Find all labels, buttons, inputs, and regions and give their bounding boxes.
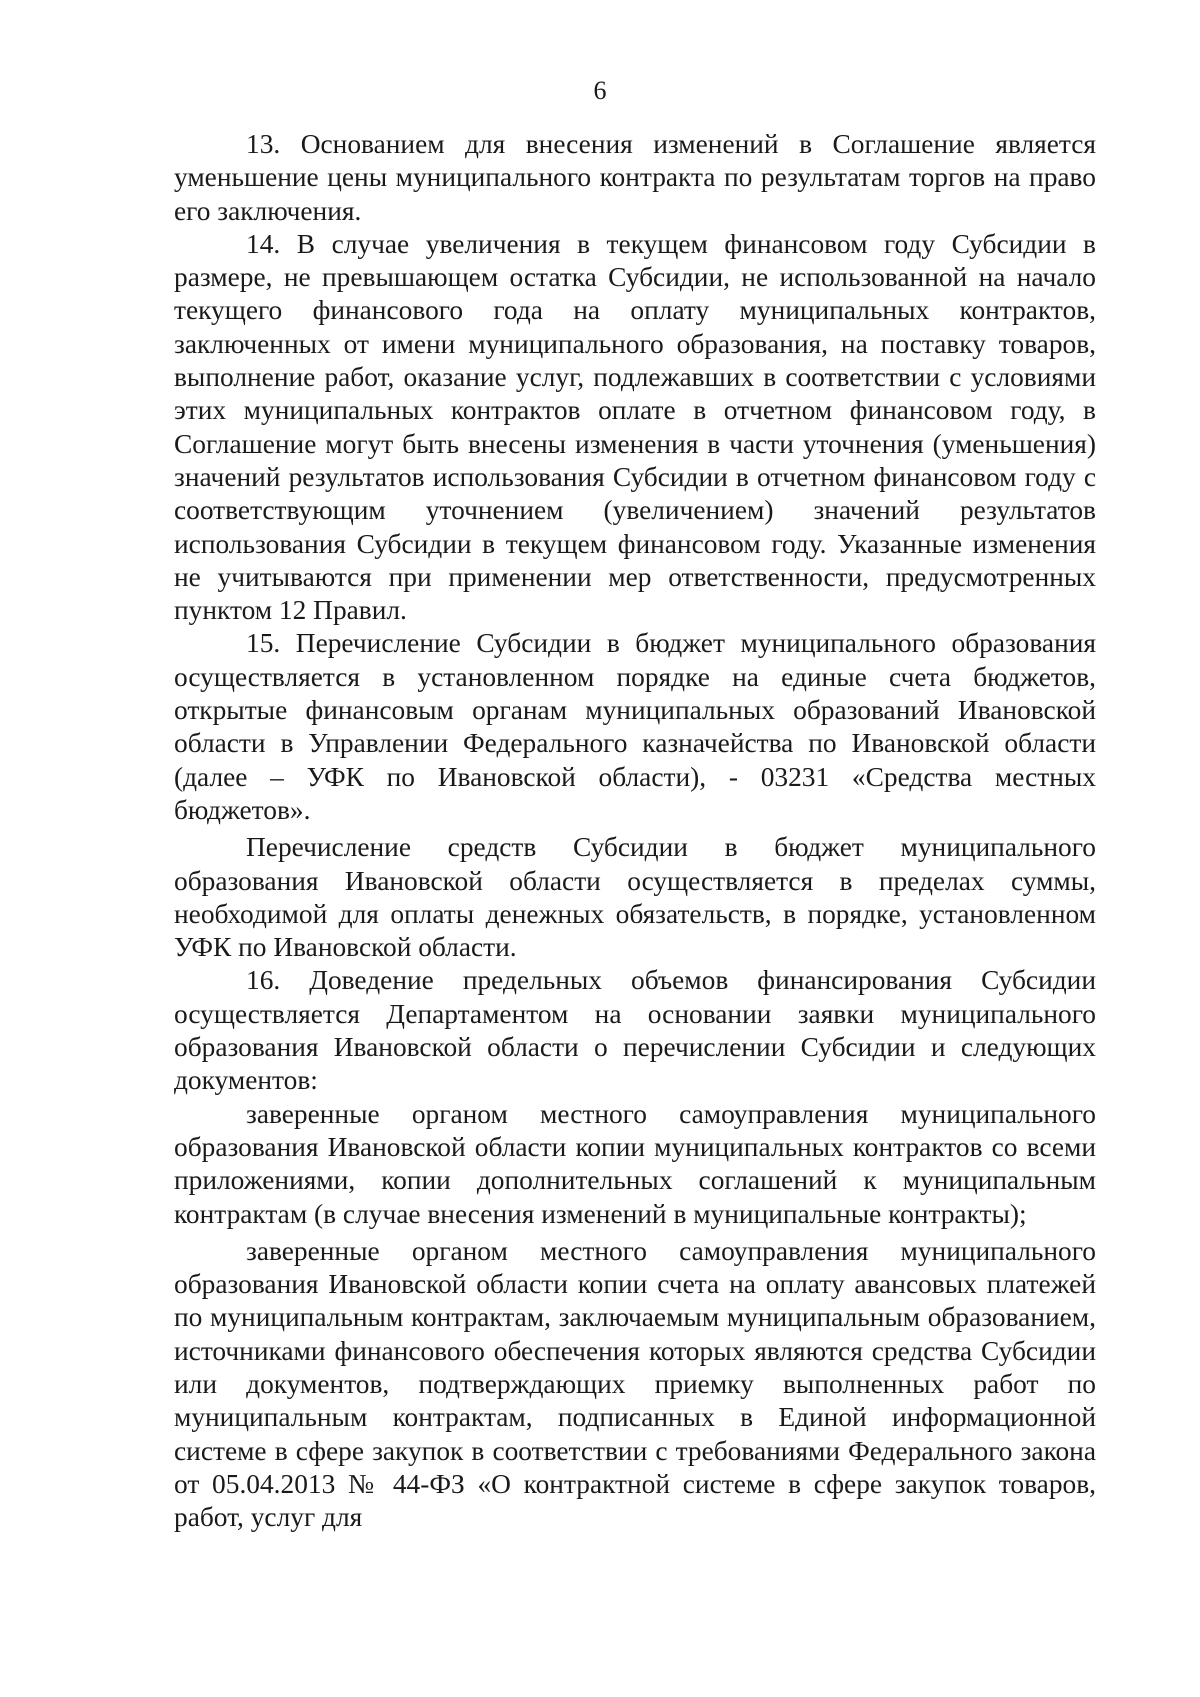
paragraph-13: 13. Основанием для внесения изменений в Соглашение является уменьшение цены муниципального контракта по результатам торгов на право его заключения. <box>174 129 1096 226</box>
paragraph-14: 14. В случае увеличения в текущем финансовом году Субсидии в размере, не превышающем остатка Субсидии, не использованной на начало текущего финансового года на оплату муниципальных контрактов, заключенных от имени муниципального образования, на поставку товаров, выполнение работ, оказание услуг, подлежавших в соответствии с условиями этих муниципальных контрактов оплате в отчетном финансовом году, в Соглашение могут быть внесены изменения в части уточнения (уменьшения) значений результатов использования Субсидии в отчетном финансовом году с соответствующим уточнением (увеличением) значений результатов использования Субсидии в текущем финансовом году. Указанные изменения не учитываются при применении мер ответственности, предусмотренных пунктом 12 Правил. <box>174 228 1096 626</box>
paragraph-16: 16. Доведение предельных объемов финансирования Субсидии осуществляется Департаментом на основании заявки муниципального образования Ивановской области о перечислении Субсидии и следующих документов: <box>174 965 1096 1096</box>
paragraph-15-continued: Перечисление средств Субсидии в бюджет муниципального образования Ивановской области осуществляется в пределах суммы, необходимой для оплаты денежных обязательств, в порядке, установленном УФК по Ивановской области. <box>174 832 1096 963</box>
paragraph-16-item-invoices: заверенные органом местного самоуправления муниципального образования Ивановской области копии счета на оплату авансовых платежей по муниципальным контрактам, заключаемым муниципальным образованием, источниками финансового обеспечения которых являются средства Субсидии или документов, подтверждающих приемку выполненных работ по муниципальным контрактам, подписанных в Единой информационной системе в сфере закупок в соответствии с требованиями Федерального закона от 05.04.2013 № 44-ФЗ «О контрактной системе в сфере закупок товаров, работ, услуг для <box>174 1235 1096 1533</box>
paragraph-15: 15. Перечисление Субсидии в бюджет муниципального образования осуществляется в установленном порядке на единые счета бюджетов, открытые финансовым органам муниципальных образований Ивановской области в Управлении Федерального казначейства по Ивановской области (далее – УФК по Ивановской области), - 03231 «Средства местных бюджетов». <box>174 628 1096 825</box>
document-body <box>174 128 1096 1534</box>
page-number: 6 <box>593 76 607 105</box>
paragraph-16-item-contracts: заверенные органом местного самоуправления муниципального образования Ивановской области копии муниципальных контрактов со всеми приложениями, копии дополнительных соглашений к муниципальным контрактам (в случае внесения изменений в муниципальные контракты); <box>174 1098 1096 1229</box>
